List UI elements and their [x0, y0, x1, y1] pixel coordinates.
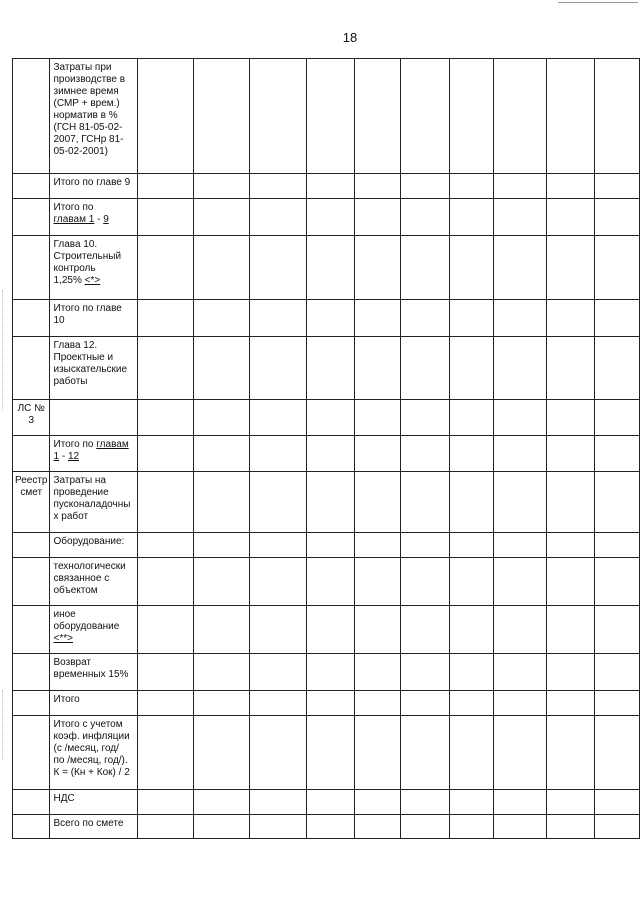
value-cell: [306, 59, 354, 174]
value-cell: [306, 400, 354, 436]
value-cell: [138, 236, 194, 300]
row-name-line: производстве в: [53, 74, 126, 85]
row-number-cell: [13, 337, 50, 400]
value-cell: [193, 558, 249, 606]
row-name-line: (ГСН 81-05-02-: [53, 122, 123, 133]
value-cell: [547, 558, 595, 606]
value-cell: [193, 654, 249, 691]
value-cell: [547, 815, 595, 839]
value-cell: [450, 606, 494, 654]
value-cell: [595, 174, 640, 199]
value-cell: [401, 606, 450, 654]
value-cell: [493, 790, 547, 815]
row-number-cell: [13, 300, 50, 337]
value-cell: [450, 300, 494, 337]
value-cell: [401, 472, 450, 533]
row-name-line: контроль: [53, 263, 96, 274]
value-cell: [250, 174, 306, 199]
row-name-line: временных 15%: [53, 669, 129, 680]
row-name-line: по /месяц, год/).: [53, 755, 128, 766]
value-cell: [493, 337, 547, 400]
value-cell: [493, 558, 547, 606]
value-cell: [450, 400, 494, 436]
row-name-line: коэф. инфляции: [53, 731, 130, 742]
value-cell: [493, 716, 547, 790]
value-cell: [401, 174, 450, 199]
value-cell: [250, 236, 306, 300]
value-cell: [401, 199, 450, 236]
value-cell: [401, 716, 450, 790]
row-number-cell: [13, 533, 50, 558]
value-cell: [493, 59, 547, 174]
value-cell: [138, 436, 194, 472]
row-name-line: Итого с учетом: [53, 719, 123, 730]
row-name-cell: [49, 815, 138, 839]
value-cell: [306, 606, 354, 654]
row-number-cell: [13, 691, 50, 716]
row-name-line: Оборудование:: [53, 536, 125, 547]
value-cell: [450, 199, 494, 236]
value-cell: [450, 59, 494, 174]
value-cell: [354, 533, 400, 558]
row-name-line: 1,25% <*>: [53, 275, 101, 286]
value-cell: [595, 790, 640, 815]
table-row: [13, 654, 640, 691]
row-name-cell: [49, 337, 138, 400]
value-cell: [401, 236, 450, 300]
value-cell: [250, 558, 306, 606]
value-cell: [138, 533, 194, 558]
value-cell: [138, 59, 194, 174]
row-number: ЛС № 3: [17, 403, 45, 426]
table-row: [13, 533, 640, 558]
value-cell: [306, 654, 354, 691]
value-cell: [138, 174, 194, 199]
page-number: 18: [342, 30, 358, 45]
value-cell: [547, 59, 595, 174]
value-cell: [493, 533, 547, 558]
value-cell: [354, 174, 400, 199]
table-row: [13, 691, 640, 716]
row-name-cell: [49, 558, 138, 606]
table-row: [13, 558, 640, 606]
value-cell: [595, 558, 640, 606]
row-number-cell: [13, 400, 50, 436]
row-name-line: НДС: [53, 793, 75, 804]
value-cell: [401, 436, 450, 472]
row-name-line: объектом: [53, 585, 98, 596]
value-cell: [193, 400, 249, 436]
table-row: [13, 790, 640, 815]
row-name-cell: [49, 59, 138, 174]
row-number-cell: [13, 716, 50, 790]
value-cell: [354, 815, 400, 839]
value-cell: [193, 174, 249, 199]
value-cell: [193, 59, 249, 174]
value-cell: [450, 558, 494, 606]
value-cell: [193, 300, 249, 337]
row-name-line: Проектные и: [53, 352, 114, 363]
value-cell: [306, 300, 354, 337]
value-cell: [193, 199, 249, 236]
row-name-line: (с /месяц, год/: [53, 743, 119, 754]
value-cell: [354, 59, 400, 174]
value-cell: [306, 199, 354, 236]
value-cell: [401, 300, 450, 337]
value-cell: [250, 400, 306, 436]
value-cell: [306, 691, 354, 716]
footnote-reference[interactable]: <*>: [84, 275, 101, 286]
value-cell: [354, 337, 400, 400]
value-cell: [595, 59, 640, 174]
row-name-cell: [49, 606, 138, 654]
value-cell: [138, 790, 194, 815]
value-cell: [493, 436, 547, 472]
value-cell: [250, 790, 306, 815]
value-cell: [354, 716, 400, 790]
value-cell: [250, 691, 306, 716]
row-name-line: Глава 10.: [53, 239, 98, 250]
value-cell: [138, 606, 194, 654]
value-cell: [401, 815, 450, 839]
value-cell: [401, 790, 450, 815]
value-cell: [547, 436, 595, 472]
row-name-cell: [49, 236, 138, 300]
table-row: [13, 300, 640, 337]
value-cell: [193, 472, 249, 533]
value-cell: [354, 606, 400, 654]
value-cell: [354, 400, 400, 436]
row-name-cell: [49, 174, 138, 199]
value-cell: [306, 174, 354, 199]
value-cell: [595, 400, 640, 436]
table-row: [13, 606, 640, 654]
margin-mark: [2, 690, 4, 760]
table-row: [13, 400, 640, 436]
value-cell: [450, 436, 494, 472]
value-cell: [250, 199, 306, 236]
value-cell: [493, 472, 547, 533]
value-cell: [547, 236, 595, 300]
value-cell: [450, 337, 494, 400]
row-name-line: норматив в %: [53, 110, 118, 121]
row-name-line: технологически: [53, 561, 126, 572]
value-cell: [401, 533, 450, 558]
value-cell: [595, 815, 640, 839]
row-name-line: Затраты при: [53, 62, 112, 73]
row-name-line: х работ: [53, 511, 89, 522]
value-cell: [354, 558, 400, 606]
value-cell: [547, 691, 595, 716]
value-cell: [401, 691, 450, 716]
value-cell: [306, 558, 354, 606]
value-cell: [493, 174, 547, 199]
value-cell: [595, 337, 640, 400]
row-name-line: 10: [53, 315, 65, 326]
value-cell: [138, 337, 194, 400]
row-name-cell: [49, 654, 138, 691]
margin-mark: [2, 290, 4, 410]
value-cell: [595, 300, 640, 337]
row-name-line: оборудование: [53, 621, 120, 632]
value-cell: [401, 558, 450, 606]
row-name-cell: [49, 300, 138, 337]
value-cell: [401, 654, 450, 691]
footnote-reference[interactable]: <**>: [53, 633, 73, 644]
row-name-cell: [49, 790, 138, 815]
row-number-cell: [13, 815, 50, 839]
row-number-cell: [13, 790, 50, 815]
value-cell: [193, 606, 249, 654]
value-cell: [250, 716, 306, 790]
table-row: [13, 815, 640, 839]
value-cell: [547, 472, 595, 533]
value-cell: [138, 472, 194, 533]
value-cell: [493, 300, 547, 337]
row-number-cell: [13, 436, 50, 472]
value-cell: [354, 300, 400, 337]
value-cell: [547, 300, 595, 337]
value-cell: [493, 199, 547, 236]
value-cell: [138, 199, 194, 236]
value-cell: [547, 174, 595, 199]
table-row: [13, 472, 640, 533]
chapter-reference[interactable]: 1 - 12: [53, 451, 80, 462]
value-cell: [250, 654, 306, 691]
row-number-cell: [13, 199, 50, 236]
value-cell: [193, 716, 249, 790]
value-cell: [354, 654, 400, 691]
value-cell: [493, 236, 547, 300]
value-cell: [595, 236, 640, 300]
chapter-reference[interactable]: главам 1 - 9: [53, 214, 109, 225]
value-cell: [547, 790, 595, 815]
value-cell: [401, 400, 450, 436]
value-cell: [450, 815, 494, 839]
value-cell: [450, 716, 494, 790]
value-cell: [250, 472, 306, 533]
value-cell: [595, 654, 640, 691]
value-cell: [193, 436, 249, 472]
top-rule: [558, 2, 638, 3]
value-cell: [493, 654, 547, 691]
row-number-cell: [13, 174, 50, 199]
value-cell: [493, 815, 547, 839]
table-row: [13, 59, 640, 174]
value-cell: [354, 436, 400, 472]
value-cell: [595, 691, 640, 716]
table-row: [13, 716, 640, 790]
row-name-line: К = (Кн + Кок) / 2: [53, 767, 130, 778]
row-name-line: Всего по смете: [53, 818, 124, 829]
value-cell: [250, 533, 306, 558]
row-name-line: проведение: [53, 487, 109, 498]
value-cell: [450, 691, 494, 716]
value-cell: [493, 691, 547, 716]
value-cell: [493, 400, 547, 436]
row-name-line: зимнее время: [53, 86, 119, 97]
value-cell: [354, 472, 400, 533]
row-name-line: связанное с: [53, 573, 110, 584]
row-name-line: Итого: [53, 694, 80, 705]
value-cell: [306, 716, 354, 790]
value-cell: [250, 300, 306, 337]
value-cell: [547, 716, 595, 790]
chapter-reference[interactable]: Итого по главам: [53, 439, 129, 450]
value-cell: [306, 790, 354, 815]
value-cell: [193, 337, 249, 400]
value-cell: [250, 337, 306, 400]
row-name-line: 05-02-2001): [53, 146, 108, 157]
row-name-line: Возврат: [53, 657, 91, 668]
row-name-cell: [49, 716, 138, 790]
value-cell: [450, 236, 494, 300]
table-row: [13, 436, 640, 472]
value-cell: [595, 606, 640, 654]
value-cell: [595, 716, 640, 790]
value-cell: [354, 691, 400, 716]
value-cell: [595, 436, 640, 472]
value-cell: [306, 472, 354, 533]
value-cell: [250, 436, 306, 472]
row-number-cell: [13, 59, 50, 174]
row-number-cell: [13, 472, 50, 533]
value-cell: [547, 533, 595, 558]
table-row: [13, 174, 640, 199]
value-cell: [354, 236, 400, 300]
row-name-line: Строительный: [53, 251, 122, 262]
value-cell: [193, 815, 249, 839]
row-number-cell: [13, 558, 50, 606]
value-cell: [138, 815, 194, 839]
row-name-line: работы: [53, 376, 88, 387]
value-cell: [450, 790, 494, 815]
value-cell: [450, 654, 494, 691]
value-cell: [401, 337, 450, 400]
value-cell: [595, 533, 640, 558]
value-cell: [138, 558, 194, 606]
row-number-cell: [13, 236, 50, 300]
value-cell: [138, 716, 194, 790]
value-cell: [354, 199, 400, 236]
value-cell: [306, 815, 354, 839]
value-cell: [250, 59, 306, 174]
cost-table: [12, 58, 640, 839]
table-row: [13, 236, 640, 300]
row-name-line: пусконаладочны: [53, 499, 131, 510]
row-number-cell: [13, 654, 50, 691]
value-cell: [193, 236, 249, 300]
table-row: [13, 337, 640, 400]
row-name-cell: [49, 472, 138, 533]
value-cell: [547, 400, 595, 436]
value-cell: [493, 606, 547, 654]
row-name-line: иное: [53, 609, 76, 620]
value-cell: [595, 199, 640, 236]
row-number-cell: [13, 606, 50, 654]
row-name-line: Итого по главе: [53, 303, 122, 314]
value-cell: [306, 436, 354, 472]
value-cell: [306, 337, 354, 400]
row-name-line: Глава 12.: [53, 340, 98, 351]
row-name-cell: [49, 533, 138, 558]
value-cell: [595, 472, 640, 533]
row-name-line: 2007, ГСНр 81-: [53, 134, 124, 145]
value-cell: [401, 59, 450, 174]
value-cell: [193, 790, 249, 815]
value-cell: [450, 472, 494, 533]
value-cell: [306, 236, 354, 300]
row-name-cell: [49, 691, 138, 716]
row-number: Реестр смет: [15, 475, 48, 498]
value-cell: [138, 654, 194, 691]
value-cell: [450, 533, 494, 558]
row-name-line: Итого по главе 9: [53, 177, 131, 188]
value-cell: [306, 533, 354, 558]
value-cell: [193, 691, 249, 716]
value-cell: [547, 199, 595, 236]
row-name-cell: [49, 436, 138, 472]
value-cell: [250, 606, 306, 654]
row-name-cell: [49, 400, 138, 436]
row-name-line: изыскательские: [53, 364, 128, 375]
value-cell: [547, 654, 595, 691]
value-cell: [138, 691, 194, 716]
value-cell: [138, 400, 194, 436]
value-cell: [250, 815, 306, 839]
table-row: [13, 199, 640, 236]
value-cell: [450, 174, 494, 199]
value-cell: [138, 300, 194, 337]
value-cell: [547, 606, 595, 654]
row-name-line: Затраты на: [53, 475, 106, 486]
value-cell: [547, 337, 595, 400]
row-name-cell: [49, 199, 138, 236]
value-cell: [354, 790, 400, 815]
value-cell: [193, 533, 249, 558]
row-name-line: (СМР + врем.): [53, 98, 120, 109]
row-name-line: Итого по: [53, 202, 94, 213]
